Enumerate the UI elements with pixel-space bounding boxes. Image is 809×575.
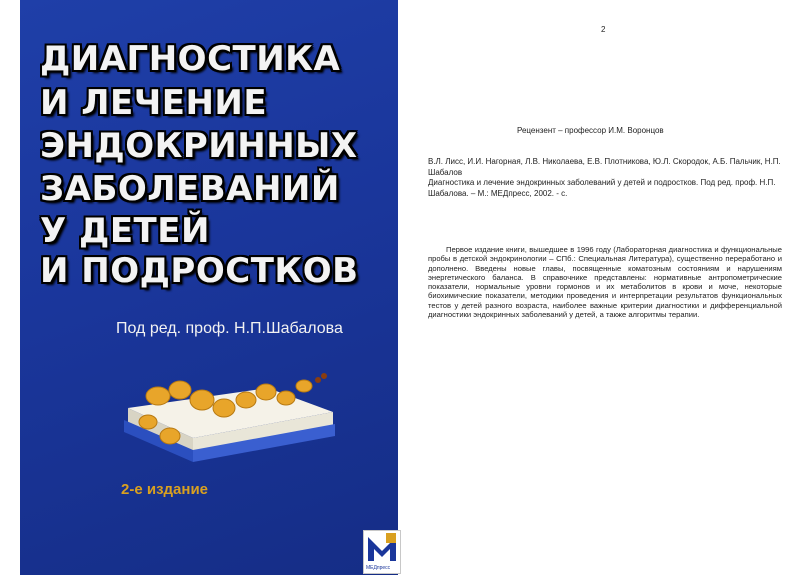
- reviewer-line: Рецензент – профессор И.М. Воронцов: [517, 126, 664, 135]
- book-cover: [20, 0, 398, 575]
- authors-line: В.Л. Лисс, И.И. Нагорная, Л.В. Николаева, Е.В. Плотникова, Ю.Л. Скородок, А.Б. Пальчик, Н.П. Шабалов: [428, 157, 781, 177]
- bibliographic-record: [428, 157, 788, 199]
- cover-title-line-3: ЭНДОКРИННЫХ: [40, 126, 358, 166]
- cover-title-line-4: ЗАБОЛЕВАНИЙ: [40, 169, 340, 209]
- cover-editor: Под ред. проф. Н.П.Шабалова: [116, 320, 343, 337]
- cover-title-line-1: ДИАГНОСТИКА: [40, 39, 341, 79]
- page-number: 2: [601, 25, 606, 34]
- publisher-logo-text: МЕДпресс: [366, 565, 391, 571]
- cover-title-line-2: И ЛЕЧЕНИЕ: [40, 83, 268, 123]
- cover-edition: 2-е издание: [121, 481, 209, 498]
- publisher-logo: [363, 530, 401, 574]
- publisher-logo-mark: [364, 531, 400, 565]
- citation-line: Диагностика и лечение эндокринных заболеваний у детей и подростков. Под ред. проф. Н.П. Шабалова. – М.: МЕДпресс, 2002. - с.: [428, 178, 776, 198]
- book-illustration: [118, 350, 338, 470]
- abstract-paragraph: Первое издание книги, вышедшее в 1996 году (Лабораторная диагностика и функциональные пробы в детской эндокринологии – СПб.: Специальная Литература), существенно переработано и дополнено. Введены новые главы, посвященные коматозным состояниям и нарушениям энергетического баланса. В справочнике представлены: нормативные антропометрические показатели, нормальные уровни гормонов и их метаболитов в крови и моче, некоторые биохимические показатели, методики проведения и интерпретации результатов функциональных тестов у детей разного возраста, наиболее важные критерии диагностики и дифференциальной диагностики эндокринных заболеваний у детей, а также алгоритмы терапии.: [428, 245, 782, 320]
- cover-title-line-5: У ДЕТЕЙ: [40, 211, 210, 251]
- cover-title-line-6: И ПОДРОСТКОВ: [40, 251, 359, 291]
